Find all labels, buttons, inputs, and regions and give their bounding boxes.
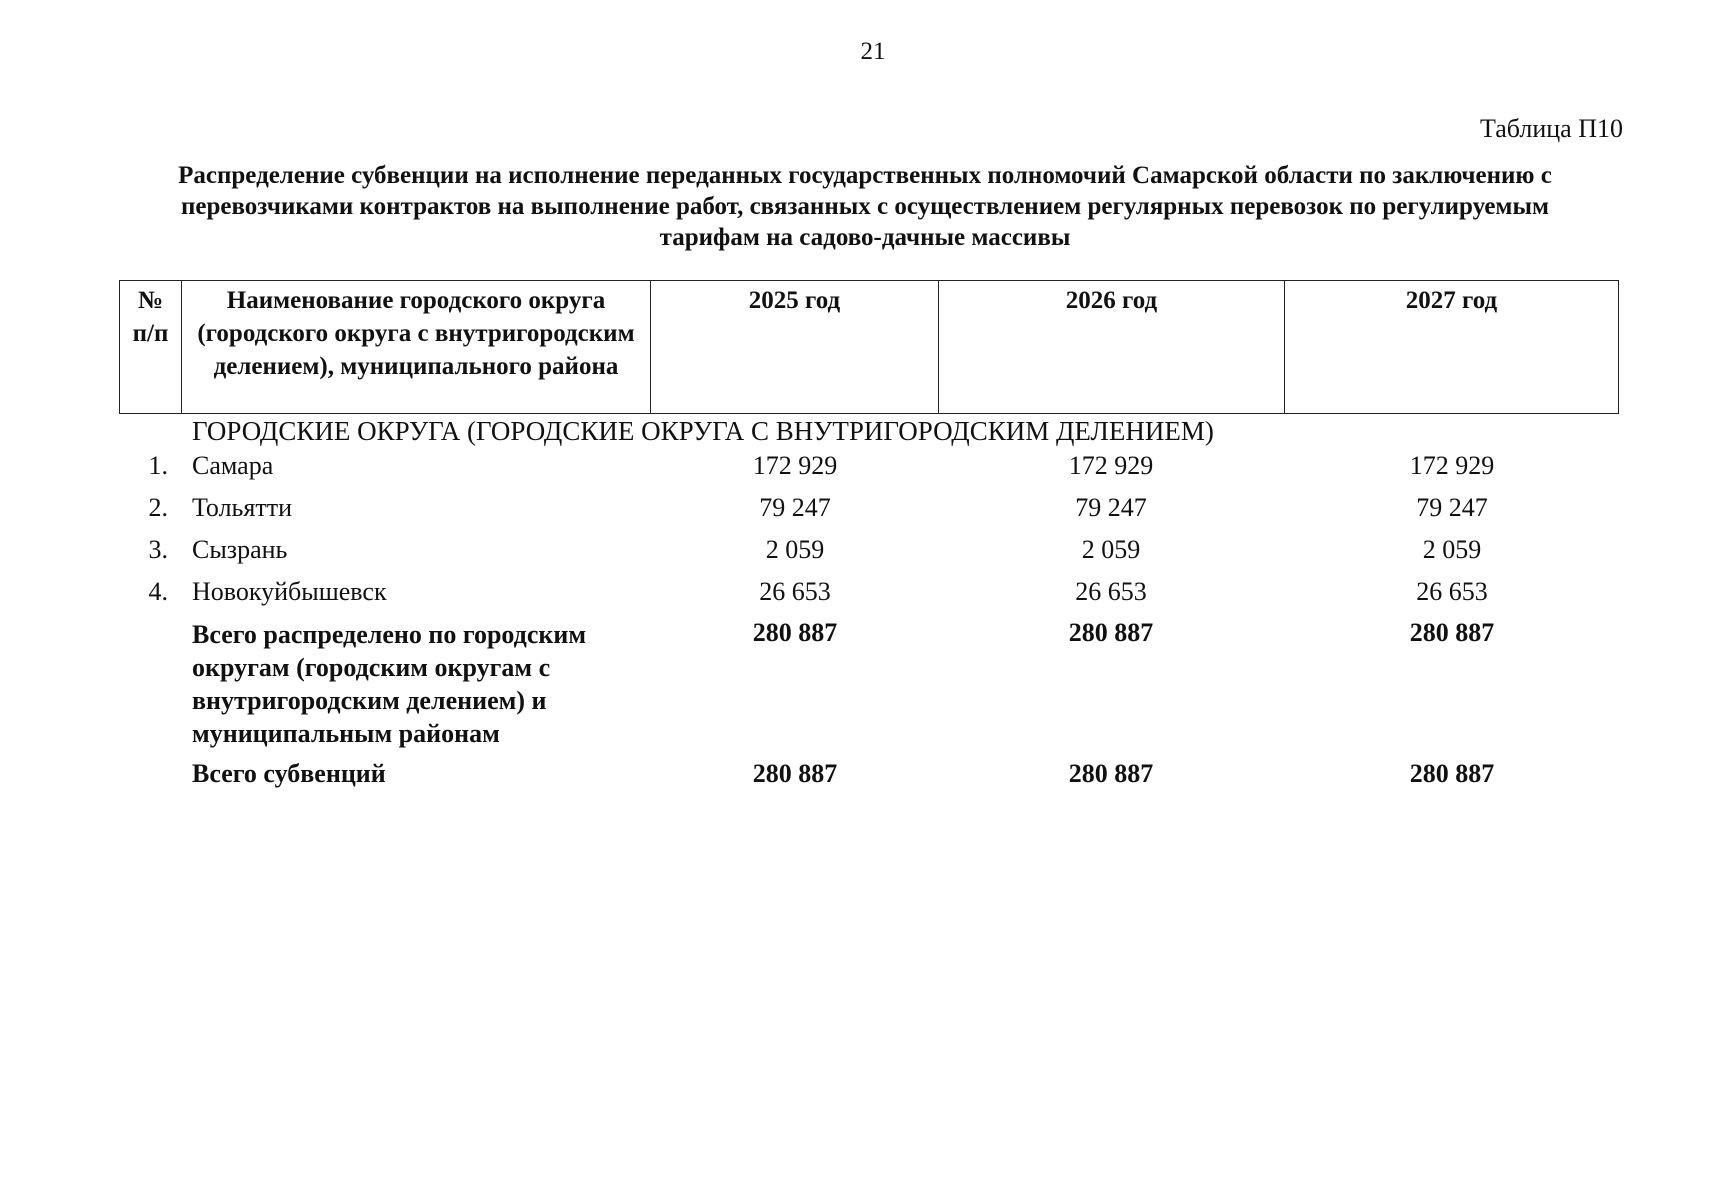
header-row <box>120 281 1619 414</box>
total-distributed-2026: 280 887 <box>1068 618 1154 647</box>
row-value-2025: 79 247 <box>759 493 831 522</box>
row-num: 2. <box>148 493 168 522</box>
row-value-2025: 2 059 <box>765 535 825 564</box>
row-num: 4. <box>148 577 168 606</box>
table-label: Таблица П10 <box>1480 114 1623 143</box>
row-value-2025: 172 929 <box>752 451 838 480</box>
total-subventions-2027: 280 887 <box>1409 759 1495 788</box>
header-num <box>120 281 182 414</box>
header-num-line1: № <box>137 287 164 314</box>
total-subventions-row <box>0 759 1709 793</box>
total-distributed-2027: 280 887 <box>1409 618 1495 647</box>
row-value-2026: 2 059 <box>1081 535 1141 564</box>
page-number: 21 <box>860 38 886 65</box>
table-row <box>0 493 1709 527</box>
row-value-2026: 172 929 <box>1068 451 1154 480</box>
row-value-2026: 79 247 <box>1075 493 1147 522</box>
row-value-2027: 79 247 <box>1416 493 1488 522</box>
total-distributed-row <box>0 618 1709 752</box>
table-row <box>0 577 1709 611</box>
total-distributed-2025: 280 887 <box>752 618 838 647</box>
total-subventions-2025: 280 887 <box>752 759 838 788</box>
total-subventions-2026: 280 887 <box>1068 759 1154 788</box>
row-num: 3. <box>148 535 168 564</box>
section-title: ГОРОДСКИЕ ОКРУГА (ГОРОДСКИЕ ОКРУГА С ВНУТРИГОРОДСКИМ ДЕЛЕНИЕМ) <box>192 416 1214 446</box>
row-name: Тольятти <box>192 493 293 522</box>
row-num: 1. <box>148 451 168 480</box>
header-year-2027: 2027 год <box>1285 281 1619 414</box>
row-value-2026: 26 653 <box>1075 577 1147 606</box>
total-subventions-label: Всего субвенций <box>192 759 386 788</box>
total-distributed-label: Всего распределено по городским округам (городским округам с внутригородским делением) и муниципальным районам <box>192 620 587 748</box>
header-year-2025: 2025 год <box>651 281 939 414</box>
table-header <box>119 280 1619 414</box>
row-value-2027: 2 059 <box>1422 535 1482 564</box>
table-row <box>0 451 1709 485</box>
document-title: Распределение субвенции на исполнение переданных государственных полномочий Самарской области по заключению с перевозчиками контрактов на выполнение работ, связанных с осуществлением регулярных перевозок по регулируемым тарифам на садово-дачные массивы <box>178 162 1552 251</box>
row-name: Самара <box>192 451 274 480</box>
row-name: Новокуйбышевск <box>192 577 387 606</box>
row-value-2025: 26 653 <box>759 577 831 606</box>
header-year-2026: 2026 год <box>939 281 1285 414</box>
table-row <box>0 535 1709 569</box>
row-name: Сызрань <box>192 535 288 564</box>
header-num-line2: п/п <box>132 320 169 347</box>
header-name: Наименование городского округа (городского округа с внутригородским делением), муниципального района <box>182 281 651 414</box>
row-value-2027: 26 653 <box>1416 577 1488 606</box>
row-value-2027: 172 929 <box>1409 451 1495 480</box>
